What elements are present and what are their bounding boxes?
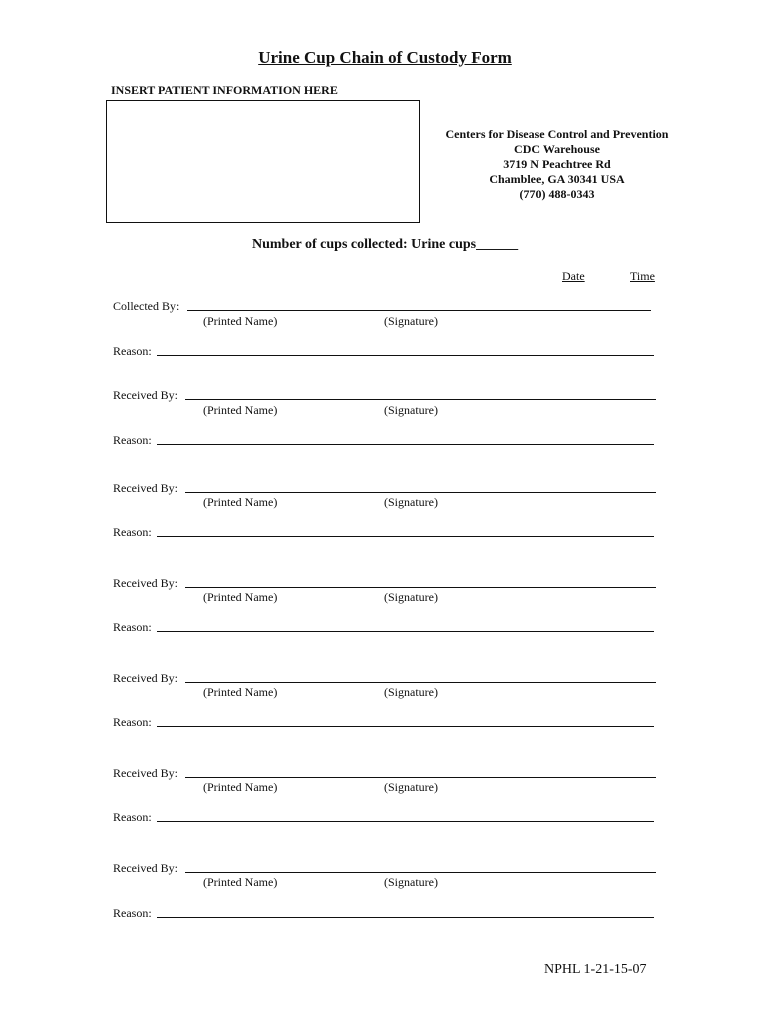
address-phone: (770) 488-0343 xyxy=(519,187,595,201)
received-by-line[interactable] xyxy=(185,777,656,778)
reason-line[interactable] xyxy=(157,917,654,918)
reason-line[interactable] xyxy=(157,444,654,445)
patient-info-box[interactable] xyxy=(106,100,420,223)
printed-name-label: (Printed Name) xyxy=(203,875,278,889)
printed-name-label: (Printed Name) xyxy=(203,403,278,417)
collected-by-label: Collected By: xyxy=(113,299,180,313)
received-by-line[interactable] xyxy=(185,682,656,683)
received-by-label: Received By: xyxy=(113,388,178,402)
form-title: Urine Cup Chain of Custody Form xyxy=(258,48,512,67)
date-column-header: Date xyxy=(562,269,585,283)
cups-collected-field[interactable]: Number of cups collected: Urine cups______ xyxy=(252,237,519,252)
received-by-label: Received By: xyxy=(113,766,178,780)
received-by-label: Received By: xyxy=(113,861,178,875)
received-by-label: Received By: xyxy=(113,576,178,590)
reason-line[interactable] xyxy=(157,821,654,822)
signature-label: (Signature) xyxy=(384,780,438,794)
received-by-line[interactable] xyxy=(185,587,656,588)
address-street: 3719 N Peachtree Rd xyxy=(503,157,611,171)
address-city: Chamblee, GA 30341 USA xyxy=(489,172,625,186)
received-by-line[interactable] xyxy=(185,492,656,493)
printed-name-label: (Printed Name) xyxy=(203,780,278,794)
printed-name-label: (Printed Name) xyxy=(203,590,278,604)
address-dept: CDC Warehouse xyxy=(514,142,600,156)
reason-label: Reason: xyxy=(113,715,152,729)
form-code-footer: NPHL 1-21-15-07 xyxy=(544,962,647,977)
received-by-line[interactable] xyxy=(185,872,656,873)
reason-label: Reason: xyxy=(113,433,152,447)
time-column-header: Time xyxy=(630,269,655,283)
printed-name-label: (Printed Name) xyxy=(203,314,278,328)
signature-label: (Signature) xyxy=(384,590,438,604)
reason-label: Reason: xyxy=(113,810,152,824)
reason-label: Reason: xyxy=(113,620,152,634)
signature-label: (Signature) xyxy=(384,495,438,509)
reason-line[interactable] xyxy=(157,536,654,537)
received-by-label: Received By: xyxy=(113,671,178,685)
reason-line[interactable] xyxy=(157,726,654,727)
signature-label: (Signature) xyxy=(384,403,438,417)
signature-label: (Signature) xyxy=(384,875,438,889)
reason-line[interactable] xyxy=(157,355,654,356)
printed-name-label: (Printed Name) xyxy=(203,495,278,509)
cdc-address-block xyxy=(432,127,682,202)
reason-label: Reason: xyxy=(113,525,152,539)
signature-label: (Signature) xyxy=(384,685,438,699)
patient-info-label: INSERT PATIENT INFORMATION HERE xyxy=(111,83,338,97)
reason-label: Reason: xyxy=(113,906,152,920)
received-by-label: Received By: xyxy=(113,481,178,495)
address-org: Centers for Disease Control and Prevention xyxy=(445,127,669,141)
received-by-line[interactable] xyxy=(185,399,656,400)
signature-label: (Signature) xyxy=(384,314,438,328)
reason-line[interactable] xyxy=(157,631,654,632)
printed-name-label: (Printed Name) xyxy=(203,685,278,699)
collected-by-line[interactable] xyxy=(187,310,651,311)
reason-label: Reason: xyxy=(113,344,152,358)
